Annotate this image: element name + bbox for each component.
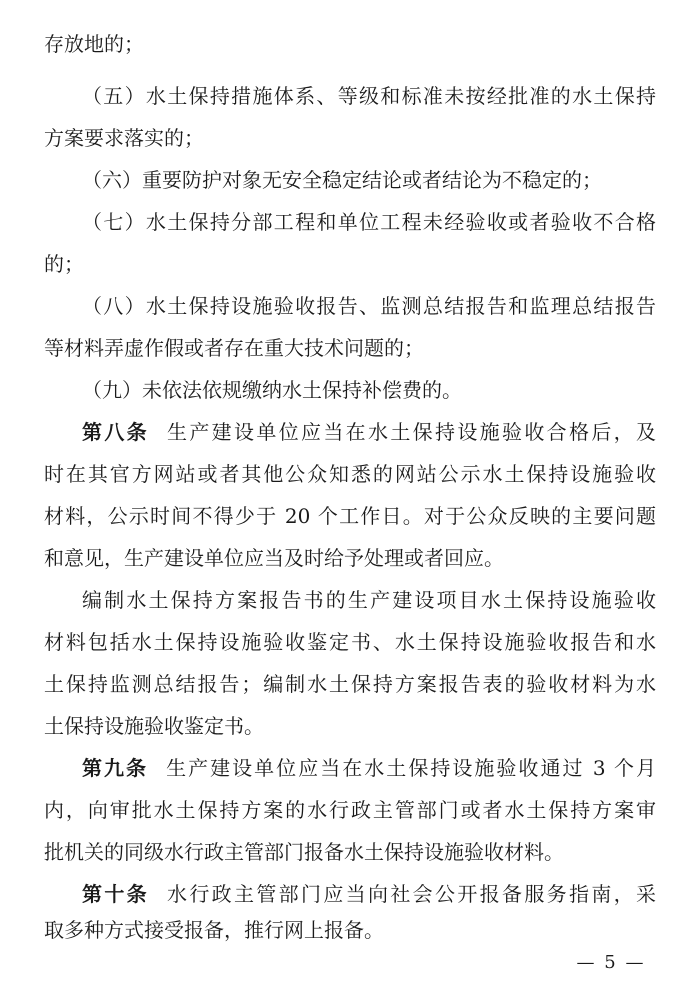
text-line [0,372,700,408]
article-ninth-heading: 第九条 [82,756,149,780]
text-line [0,666,700,702]
article-line [82,750,656,786]
article-tenth-heading: 第十条 [82,882,149,906]
line-text: 存放地的； [44,32,144,56]
text-line [0,876,700,912]
article-line [82,414,656,450]
line-text: （七）水土保持分部工程和单位工程未经验收或者验收不合格 [82,210,656,234]
text-line [0,288,700,324]
text-line [0,204,700,240]
line-text: 水行政主管部门应当向社会公开报备服务指南，采 [167,882,656,906]
line-text: （六）重要防护对象无安全稳定结论或者结论为不稳定的； [82,168,602,192]
line-text: （八）水土保持设施验收报告、监测总结报告和监理总结报告 [82,294,656,318]
line-text: 的； [44,252,84,276]
text-line [0,26,700,62]
line-text: 取多种方式接受报备，推行网上报备。 [44,918,384,942]
text-line [0,792,700,828]
text-line [0,120,700,156]
text-line [0,162,700,198]
line-text: 和意见，生产建设单位应当及时给予处理或者回应。 [44,546,504,570]
line-text: 土保持设施验收鉴定书。 [44,714,264,738]
line-text: 等材料弄虚作假或者存在重大技术问题的； [44,336,424,360]
article-line [82,876,656,912]
text-line [0,498,700,534]
line-text: 方案要求落实的； [44,126,204,150]
line-text: 批机关的同级水行政主管部门报备水土保持设施验收材料。 [44,840,564,864]
text-line [0,750,700,786]
text-line [0,456,700,492]
line-text: 内，向审批水土保持方案的水行政主管部门或者水土保持方案审 [44,798,656,822]
article-eighth-heading: 第八条 [82,420,149,444]
line-text: （五）水土保持措施体系、等级和标准未按经批准的水土保持 [82,84,656,108]
line-text: 生产建设单位应当在水土保持设施验收通过 3 个月 [166,756,656,780]
line-text: 材料包括水土保持设施验收鉴定书、水土保持设施验收报告和水 [44,630,656,654]
text-line [0,246,700,282]
text-line [0,78,700,114]
line-text: 生产建设单位应当在水土保持设施验收合格后，及 [167,420,656,444]
page-number: — 5 — [576,952,646,973]
text-line [0,540,700,576]
line-text: （九）未依法依规缴纳水土保持补偿费的。 [82,378,462,402]
text-line [0,330,700,366]
line-text: 土保持监测总结报告；编制水土保持方案报告表的验收材料为水 [44,672,656,696]
line-text: 编制水土保持方案报告书的生产建设项目水土保持设施验收 [82,588,656,612]
text-line [0,912,700,948]
text-line [0,624,700,660]
text-line [0,834,700,870]
line-text: 材料，公示时间不得少于 20 个工作日。对于公众反映的主要问题 [44,504,656,528]
text-line [0,414,700,450]
line-text: 时在其官方网站或者其他公众知悉的网站公示水土保持设施验收 [44,462,656,486]
text-line [0,582,700,618]
text-line [0,708,700,744]
